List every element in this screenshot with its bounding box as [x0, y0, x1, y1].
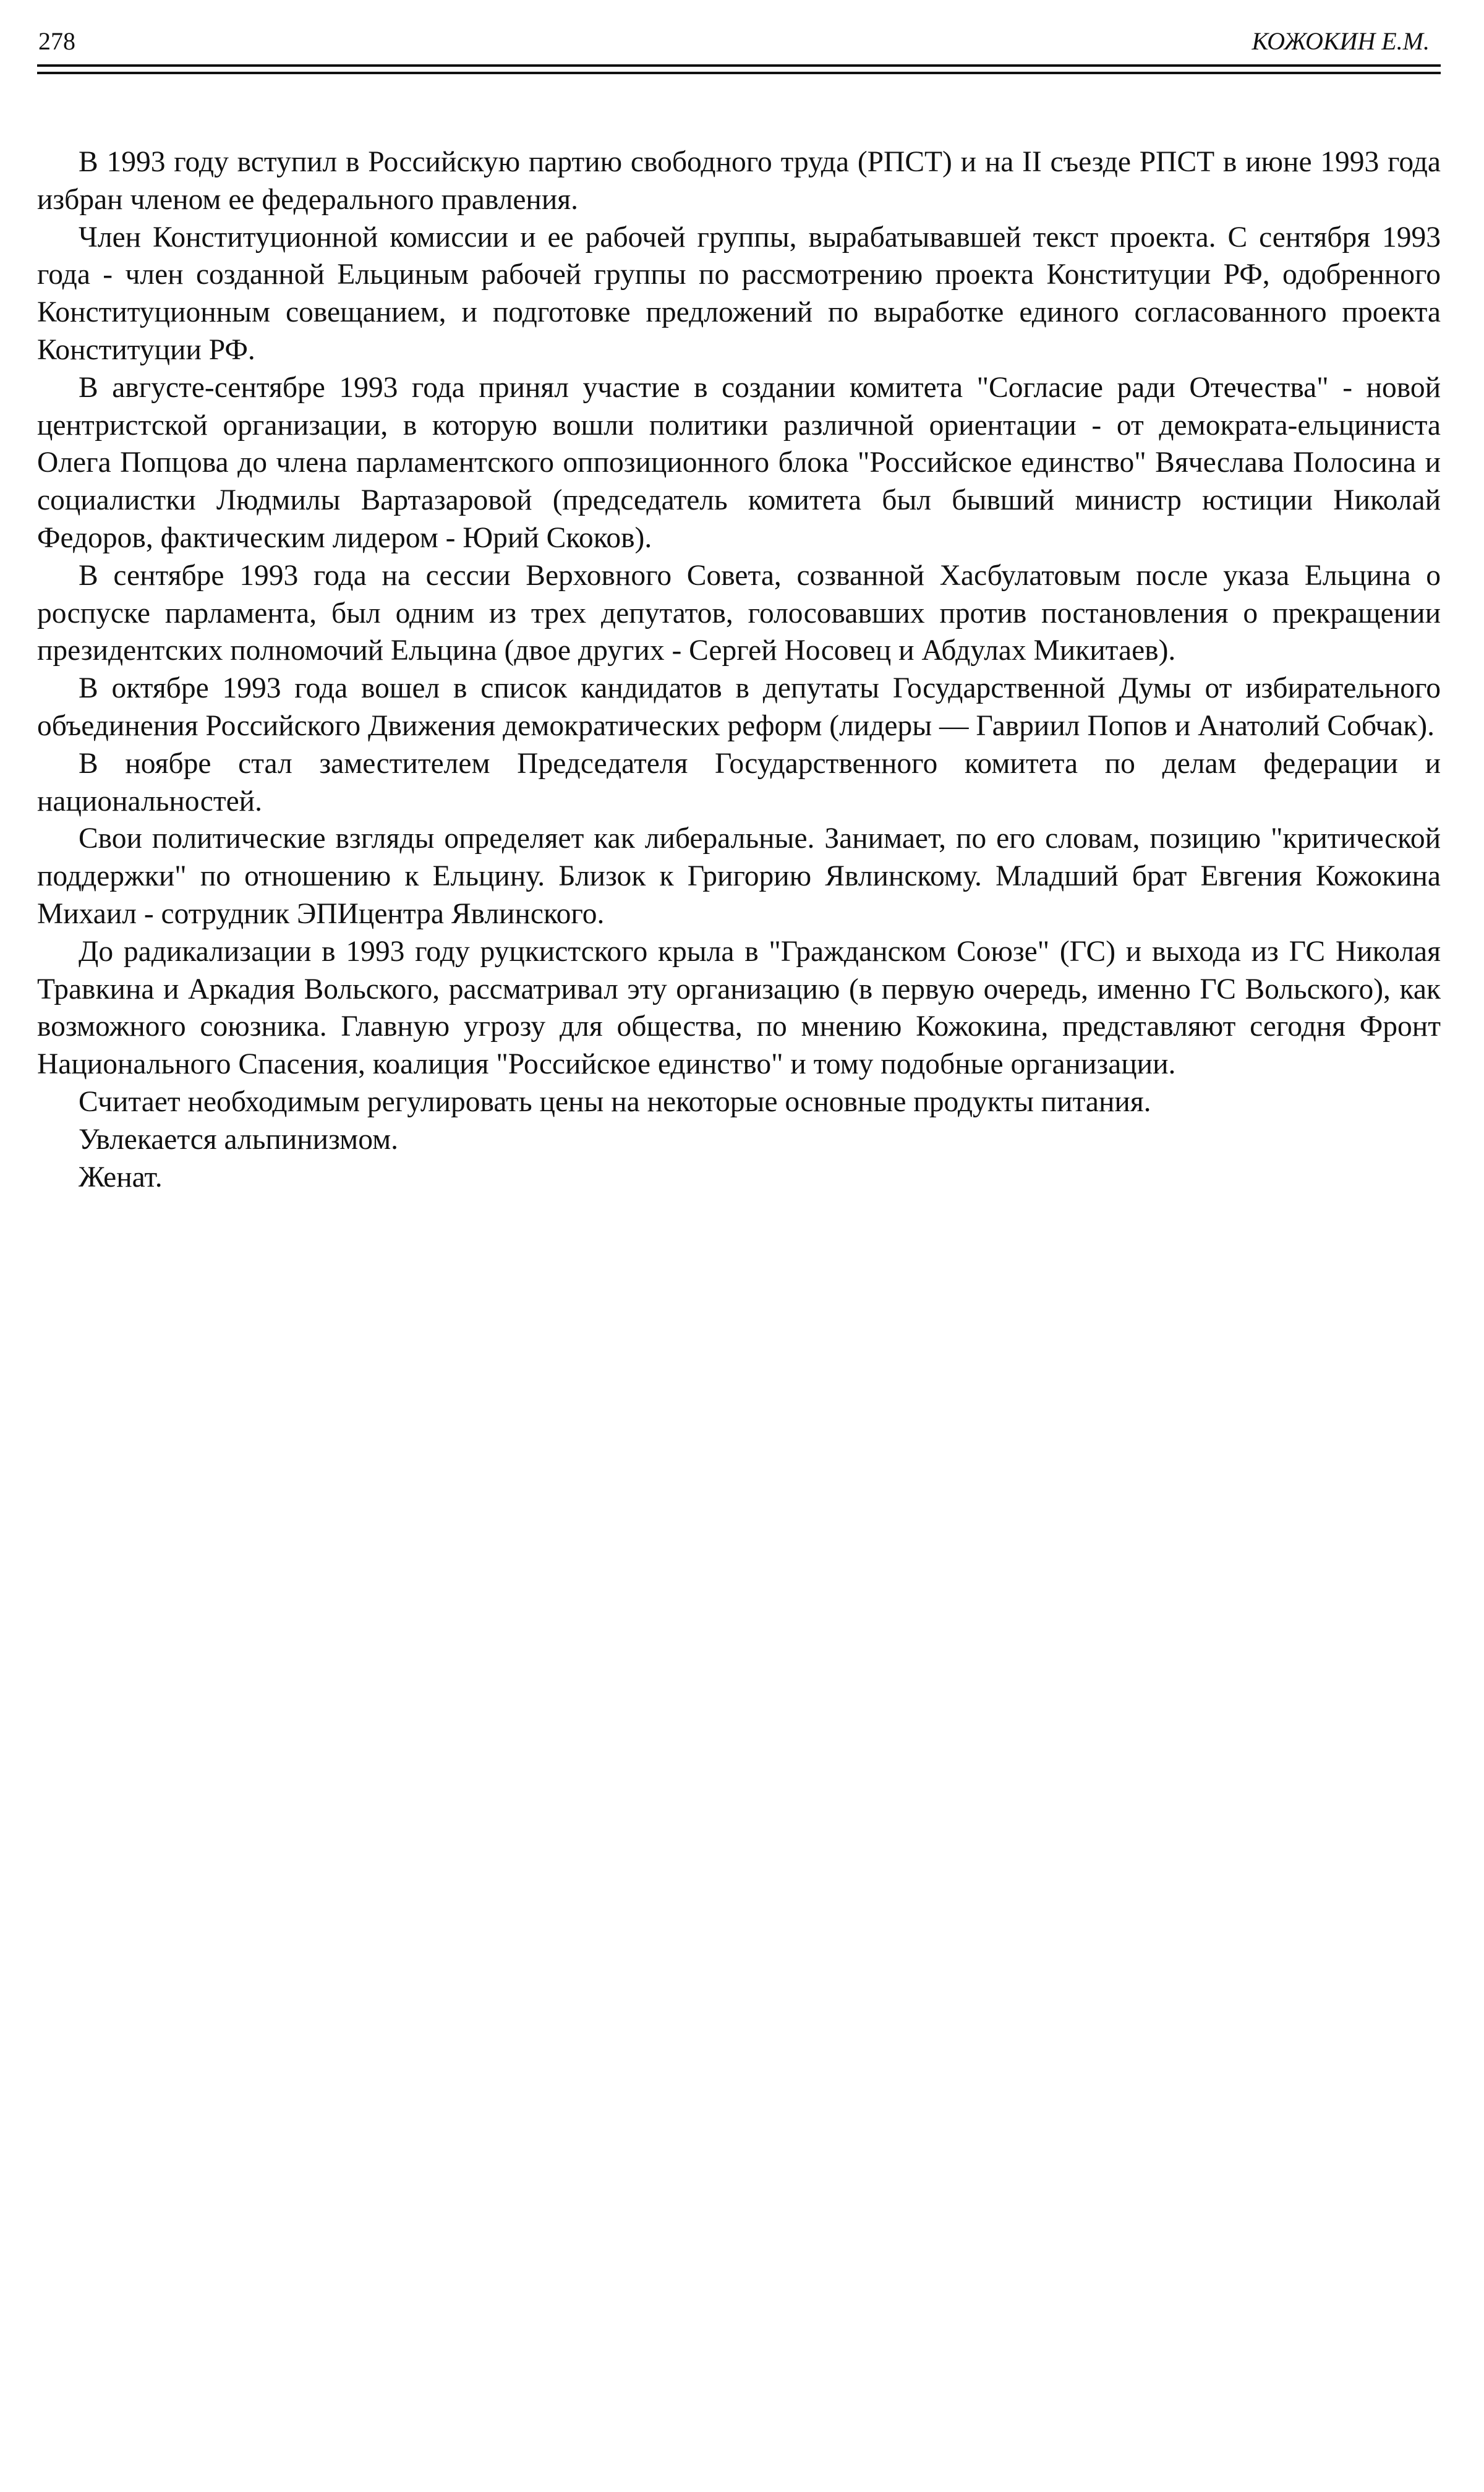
header-double-rule: [37, 64, 1441, 74]
paragraph: До радикализации в 1993 году руцкистского крыла в "Гражданском Союзе" (ГС) и выхода из ГС Николая Травкина и Аркадия Вольского, рассматривал эту организацию (в первую очередь, именно ГС Вольского), как возможного союзника. Главную угрозу для общества, по мнению Кожокина, представляют сегодня Фронт Национального Спасения, коалиция "Российское единство" и тому подобные организации.: [37, 935, 1441, 1081]
page-number: 278: [38, 27, 75, 55]
paragraph: Член Конституционной комиссии и ее рабочей группы, вырабатывавшей текст проекта. С сентября 1993 года - член созданной Ельциным рабочей группы по рассмотрению проекта Конституции РФ, одобренного Конституционным совещанием, и подготовке предложений по выработке единого согласованного проекта Конституции РФ.: [37, 221, 1441, 366]
document-page: [37, 0, 1441, 2492]
paragraph: В сентябре 1993 года на сессии Верховного Совета, созванной Хасбулатовым после указа Ельцина о роспуске парламента, был одним из трех депутатов, голосовавших против постановления о прекращении президентских полномочий Ельцина (двое других - Сергей Носовец и Абдулах Микитаев).: [37, 559, 1441, 667]
paragraph: Женат.: [79, 1161, 163, 1193]
paragraph: В октябре 1993 года вошел в список кандидатов в депутаты Государственной Думы от избирательного объединения Российского Движения демократических реформ (лидеры — Гавриил Попов и Анатолий Собчак).: [37, 672, 1441, 742]
paragraph: Увлекается альпинизмом.: [79, 1123, 399, 1156]
paragraph: В августе-сентябре 1993 года принял участие в создании комитета "Согласие ради Отечества" - новой центристской организации, в которую вошли политики различной ориентации - от демократа-ельциниста Олега Попцова до члена парламентского оппозиционного блока "Российское единство" Вячеслава Полосина и социалистки Людмилы Вартазаровой (председатель комитета был бывший министр юстиции Николай Федоров, фактическим лидером - Юрий Скоков).: [37, 371, 1441, 554]
page-header: [37, 19, 1441, 56]
paragraph: В ноябре стал заместителем Председателя Государственного комитета по делам федерации и национальностей.: [37, 747, 1441, 817]
paragraph: Свои политические взгляды определяет как либеральные. Занимает, по его словам, позицию "критической поддержки" по отношению к Ельцину. Близок к Григорию Явлинскому. Младший брат Евгения Кожокина Михаил - сотрудник ЭПИцентра Явлинского.: [37, 822, 1441, 930]
body-text: [37, 143, 1441, 1196]
paragraph: В 1993 году вступил в Российскую партию свободного труда (РПСТ) и на II съезде РПСТ в июне 1993 года избран членом ее федерального правления.: [37, 146, 1441, 216]
paragraph: Считает необходимым регулировать цены на некоторые основные продукты питания.: [79, 1085, 1151, 1118]
running-title: КОЖОКИН Е.М.: [1252, 27, 1430, 55]
